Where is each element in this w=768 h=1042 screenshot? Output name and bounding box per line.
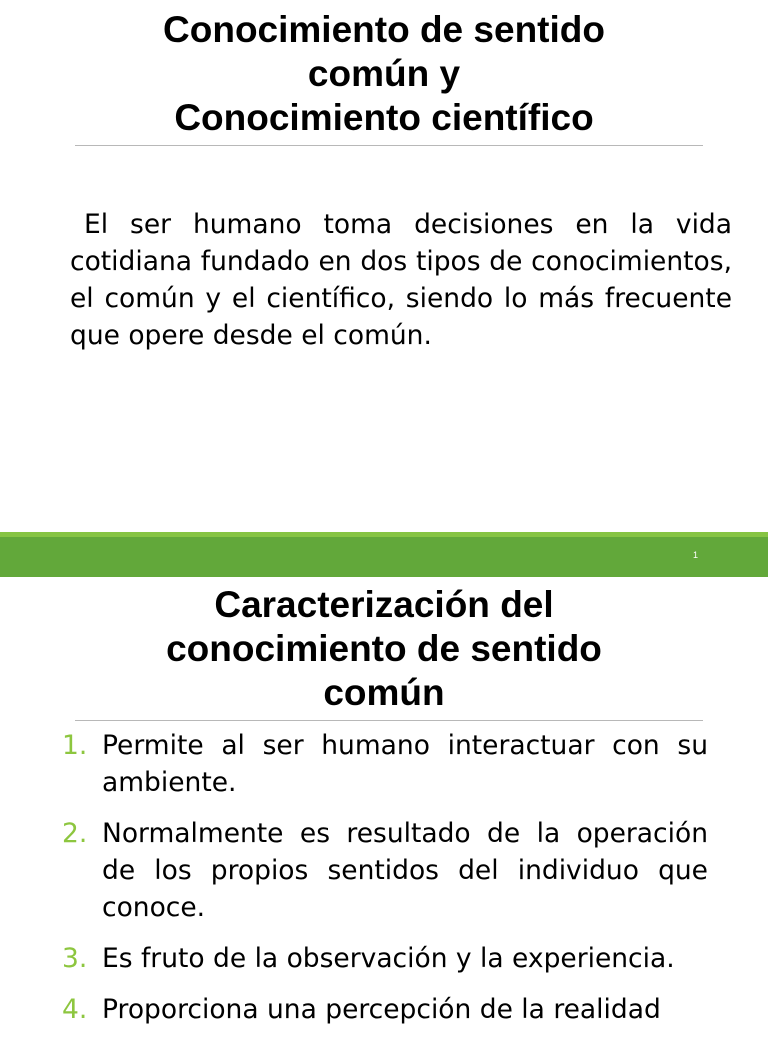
list-item-text: Es fruto de la observación y la experiencia. — [102, 943, 675, 974]
slide-footer-band — [0, 532, 768, 577]
list-item-number: 4. — [62, 994, 88, 1025]
title-divider — [75, 720, 703, 721]
slide-1-title-line-3: Conocimiento científico — [174, 97, 594, 138]
slide-1-title-line-2: común y — [307, 53, 461, 94]
slide-1-title — [60, 8, 708, 140]
list-item-text: Proporciona una percepción de la realidad — [102, 994, 661, 1025]
list-item — [62, 940, 708, 977]
title-divider — [75, 145, 703, 146]
list-item-text: Permite al ser humano interactuar con su ambiente. — [102, 730, 708, 798]
slide-1-title-line-1: Conocimiento de sentido — [163, 9, 605, 50]
slide-2 — [0, 577, 768, 1024]
characteristics-list — [62, 727, 708, 1042]
slide-footer-highlight — [0, 532, 768, 537]
slide-2-title-line-1: Caracterización del — [214, 584, 554, 625]
list-item-number: 3. — [62, 943, 88, 974]
slide-2-title-line-2: conocimiento de sentido — [166, 628, 602, 669]
list-item-number: 2. — [62, 818, 88, 849]
slide-2-title — [60, 583, 708, 715]
list-item — [62, 815, 708, 926]
list-item — [62, 727, 708, 801]
slide-number: 1 — [692, 550, 698, 560]
list-item-text: Normalmente es resultado de la operación de los propios sentidos del individuo que conoce. — [102, 818, 708, 923]
slide-2-title-line-3: común — [323, 672, 445, 713]
slide-1-body-text: El ser humano toma decisiones en la vida cotidiana fundado en dos tipos de conocimientos, el común y el científico, siendo lo más frecuente que opere desde el común. — [70, 209, 732, 351]
list-item — [62, 991, 708, 1028]
list-item-number: 1. — [62, 730, 88, 761]
